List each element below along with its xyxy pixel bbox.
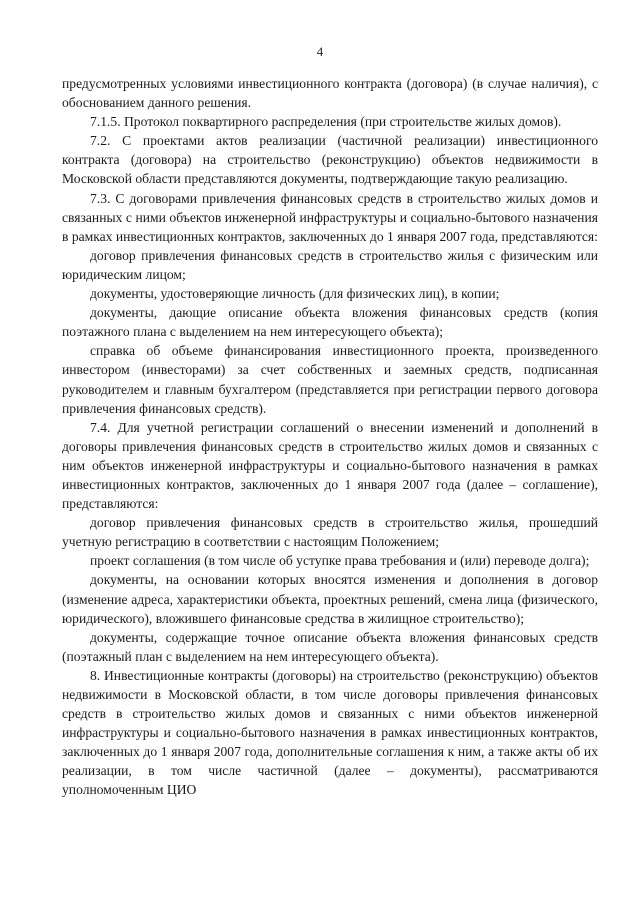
paragraph-7-2: 7.2. С проектами актов реализации (частичной реализации) инвестиционного контракта (договора) на строительство (реконструкцию) объектов недвижимости в Московской области представляются документы, подтверждающие такую реализацию. <box>62 133 598 187</box>
list-item-registered-contract: договор привлечения финансовых средств в строительство жилья, прошедший учетную регистрацию в соответствии с настоящим Положением; <box>62 515 598 550</box>
paragraph-7-4: 7.4. Для учетной регистрации соглашений о внесении изменений и дополнений в договоры привлечения финансовых средств в строительство жилых домов и связанных с ним объектов инженерной инфраструктуры и социально-бытового назначения в рамках инвестиционных контрактов, заключенных до 1 января 2007 года (далее – соглашение), представляются: <box>62 419 598 512</box>
list-item-object-description: документы, дающие описание объекта вложения финансовых средств (копия поэтажного плана с выделением на нем интересующего объекта); <box>62 305 598 340</box>
paragraph-8: 8. Инвестиционные контракты (договоры) на строительство (реконструкцию) объектов недвижимости в Московской области, в том числе договоры привлечения финансовых средств в строительство жилых домов и связанных с ними объектов инженерной инфраструктуры и социально-бытового назначения в рамках инвестиционных контрактов, заключенных до 1 января 2007 года, дополнительные соглашения к ним, а также акты об их реализации, в том числе частичной (далее – документы), рассматриваются уполномоченным ЦИО <box>62 667 598 798</box>
list-item-contract: договор привлечения финансовых средств в строительство жилья с физическим или юридическим лицом; <box>62 247 598 282</box>
paragraph-7-3: 7.3. С договорами привлечения финансовых средств в строительство жилых домов и связанных с ними объектов инженерной инфраструктуры и социально-бытового назначения в рамках инвестиционных контрактов, заключенных до 1 января 2007 года, представляются: <box>62 190 598 244</box>
list-item-change-basis-documents: документы, на основании которых вносятся изменения и дополнения в договор (изменение адреса, характеристики объекта, проектных решений, смена лица (физического, юридического), вложившего финансовые средства в жилищное строительство); <box>62 572 598 626</box>
list-item-financing-certificate: справка об объеме финансирования инвестиционного проекта, произведенного инвестором (инвесторами) за счет собственных и заемных средств, подписанная руководителем и главным бухгалтером (представляется при регистрации первого договора привлечения финансовых средств). <box>62 343 598 416</box>
page-number: 4 <box>316 44 324 59</box>
list-item-floor-plan: документы, содержащие точное описание объекта вложения финансовых средств (поэтажный план с выделением на нем интересующего объекта). <box>62 629 598 664</box>
paragraph-7-1-5: 7.1.5. Протокол поквартирного распределения (при строительстве жилых домов). <box>90 114 562 130</box>
list-item-agreement-draft: проект соглашения (в том числе об уступке права требования и (или) переводе долга); <box>90 553 590 569</box>
paragraph-continuation: предусмотренных условиями инвестиционного контракта (договора) (в случае наличия), с обоснованием данного решения. <box>62 76 598 111</box>
list-item-identity-documents: документы, удостоверяющие личность (для физических лиц), в копии; <box>90 286 500 302</box>
document-body <box>62 74 598 800</box>
